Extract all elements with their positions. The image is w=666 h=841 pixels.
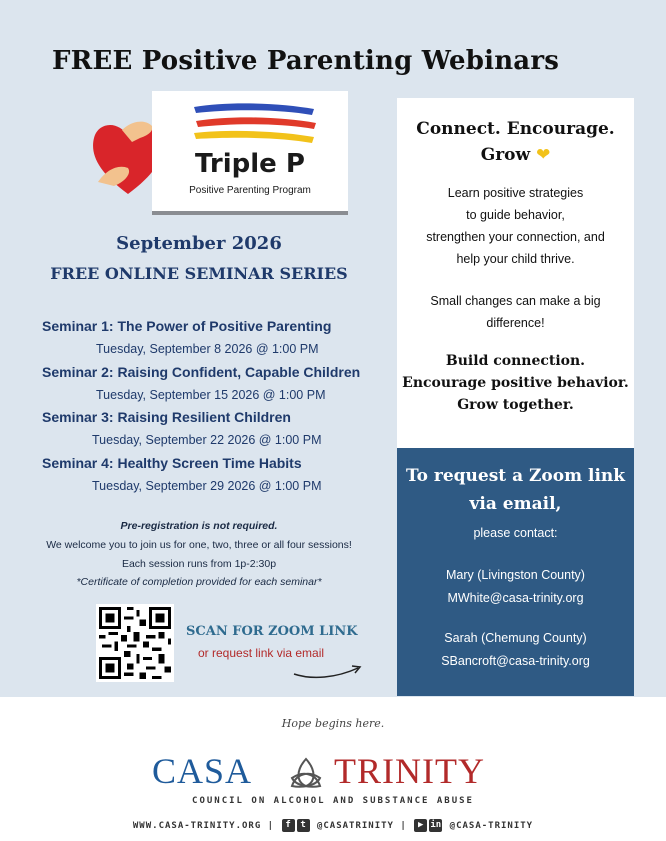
seminar-2-date: Tuesday, September 15 2026 @ 1:00 PM bbox=[96, 388, 326, 402]
series-name: FREE ONLINE SEMINAR SERIES bbox=[50, 264, 348, 283]
panel-body-6: difference! bbox=[486, 316, 545, 330]
contact-2-name: Sarah (Chemung County) bbox=[444, 631, 587, 645]
welcome-text: We welcome you to join us for one, two, three or all four sessions! bbox=[46, 539, 352, 551]
connect-heading bbox=[397, 116, 634, 168]
seminar-4-date: Tuesday, September 29 2026 @ 1:00 PM bbox=[92, 479, 322, 493]
panel-body-4: help your child thrive. bbox=[456, 252, 575, 266]
footer-links bbox=[0, 819, 666, 832]
panel-bold-1: Build connection. bbox=[445, 353, 586, 369]
hope-tagline: Hope begins here. bbox=[281, 717, 385, 730]
panel-body-2: to guide behavior, bbox=[466, 208, 565, 222]
seminar-2-title: Seminar 2: Raising Confident, Capable Children bbox=[42, 364, 361, 380]
contact-2-email[interactable]: SBancroft@casa-trinity.org bbox=[441, 654, 590, 668]
casa-wordmark: CASA bbox=[152, 751, 253, 791]
facebook-icon[interactable]: f bbox=[282, 819, 295, 832]
panel-bold-3: Grow together. bbox=[457, 397, 574, 413]
panel-body-3: strengthen your connection, and bbox=[426, 230, 605, 244]
connect-heading-line1: Connect. Encourage. bbox=[416, 119, 615, 139]
zoom-heading-line2: via email, bbox=[469, 494, 562, 514]
grow-word: Grow bbox=[480, 145, 531, 165]
social-handle-2[interactable]: @CASA-TRINITY bbox=[449, 821, 534, 831]
zoom-request-panel bbox=[397, 448, 634, 696]
seminar-3-title: Seminar 3: Raising Resilient Children bbox=[42, 409, 291, 425]
connect-panel bbox=[397, 98, 634, 448]
contact-1-name: Mary (Livingston County) bbox=[446, 568, 585, 582]
page-title: FREE Positive Parenting Webinars bbox=[52, 46, 560, 76]
website-link[interactable]: WWW.CASA-TRINITY.ORG | bbox=[132, 821, 275, 831]
zoom-heading-line1: To request a Zoom link bbox=[405, 466, 626, 486]
contact-1-email[interactable]: MWhite@casa-trinity.org bbox=[447, 591, 584, 605]
panel-body-5: Small changes can make a big bbox=[430, 294, 601, 308]
request-link-label: or request link via email bbox=[198, 646, 325, 660]
connect-heading-line2 bbox=[397, 142, 634, 168]
triple-p-logo bbox=[152, 91, 348, 211]
curved-arrow-icon bbox=[292, 660, 364, 680]
scan-zoom-link-label: SCAN FOR ZOOM LINK bbox=[186, 624, 358, 639]
series-month: September 2026 bbox=[116, 233, 282, 254]
panel-bold-2: Encourage positive behavior. bbox=[402, 375, 629, 391]
youtube-icon[interactable]: ▶ bbox=[414, 819, 427, 832]
preregistration-note: Pre-registration is not required. bbox=[120, 520, 278, 532]
council-subtitle: COUNCIL ON ALCOHOL AND SUBSTANCE ABUSE bbox=[192, 796, 474, 806]
zoom-heading bbox=[397, 462, 634, 518]
trinity-wordmark: TRINITY bbox=[334, 751, 485, 791]
qr-code[interactable] bbox=[96, 604, 174, 682]
panel-body-1: Learn positive strategies bbox=[447, 186, 584, 200]
brush-stripes-icon bbox=[190, 99, 320, 147]
twitter-icon[interactable]: t bbox=[297, 819, 310, 832]
seminar-3-date: Tuesday, September 22 2026 @ 1:00 PM bbox=[92, 433, 322, 447]
yellow-heart-icon: ❤ bbox=[536, 145, 551, 165]
triquetra-logo-icon bbox=[286, 756, 326, 790]
seminar-4-title: Seminar 4: Healthy Screen Time Habits bbox=[42, 455, 302, 471]
seminar-1-title: Seminar 1: The Power of Positive Parenting bbox=[42, 318, 332, 334]
logo-name: Triple P bbox=[195, 149, 305, 179]
certificate-note: *Certificate of completion provided for each seminar* bbox=[76, 576, 322, 588]
seminar-1-date: Tuesday, September 8 2026 @ 1:00 PM bbox=[96, 342, 319, 356]
please-contact: please contact: bbox=[473, 526, 558, 540]
logo-tagline: Positive Parenting Program bbox=[189, 185, 311, 196]
social-handle-1[interactable]: @CASATRINITY | bbox=[316, 821, 407, 831]
session-time: Each session runs from 1p-2:30p bbox=[121, 558, 277, 570]
linkedin-icon[interactable]: in bbox=[430, 820, 442, 830]
